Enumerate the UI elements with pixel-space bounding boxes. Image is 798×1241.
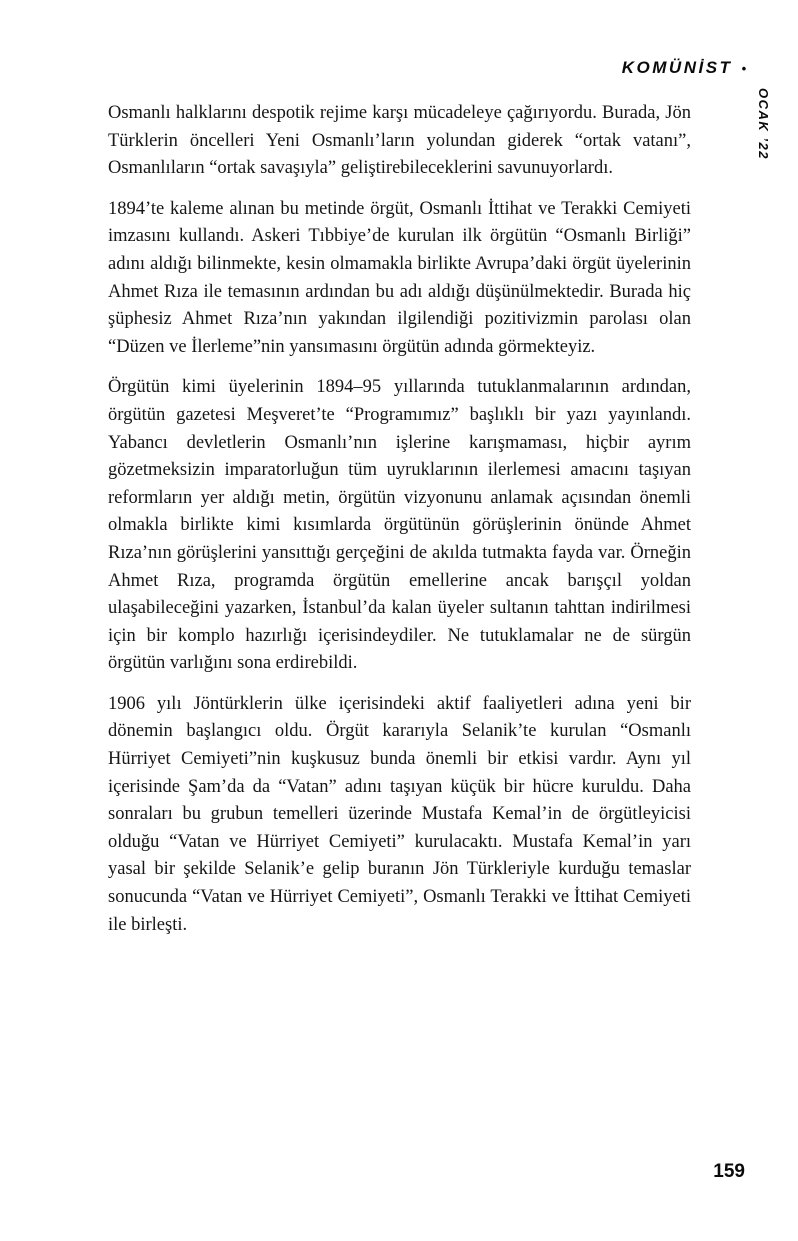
magazine-header <box>622 58 746 78</box>
magazine-title: KOMÜNİST <box>621 58 733 77</box>
page-number: 159 <box>713 1161 745 1182</box>
paragraph: 1894’te kaleme alınan bu metinde örgüt, Osmanlı İttihat ve Terakki Cemiyeti imzasını kullandı. Askeri Tıbbiye’de kurulan ilk örgütün “Osmanlı Birliği” adını aldığı bilinmekte, kesin olmamakla birlikte Avrupa’daki örgüt üyelerinin Ahmet Rıza ile temasının ardından bu adı aldığı düşünülmektedir. Burada hiç şüphesiz Ahmet Rıza’nın yakından ilgilendiği pozitivizmin parolası olan “Düzen ve İlerleme”nin yansımasını örgütün adında görmekteyiz. <box>108 198 691 357</box>
issue-date: OCAK ’22 <box>756 88 771 160</box>
bullet-icon: • <box>741 60 746 76</box>
paragraph: Örgütün kimi üyelerinin 1894–95 yıllarında tutuklanmalarının ardından, örgütün gazetesi Meşveret’te “Programımız” başlıklı bir yazı yayınlandı. Yabancı devletlerin Osmanlı’nın işlerine karışmaması, hiçbir ayrım gözetmeksizin imparatorluğun tüm uyruklarının ilerlemesi amacını taşıyan reformların yer aldığı metin, örgütün vizyonunu anlamak açısından önemli olmakla birlikte kimi kısımlarda örgütünün görüşlerinin önünde Ahmet Rıza’nın görüşlerini yansıttığı gerçeğini de akılda tutmakta fayda var. Örneğin Ahmet Rıza, programda örgütün emellerine ancak barışçıl yoldan ulaşabileceğini yazarken, İstanbul’da kalan üyeler sultanın tahttan indirilmesi için bir komplo hazırlığı içerisindeydiler. Ne tutuklamalar ne de sürgün örgütün varlığını sona erdirebildi. <box>108 377 691 674</box>
article-body <box>108 100 691 939</box>
paragraph: Osmanlı halklarını despotik rejime karşı mücadeleye çağırıyordu. Burada, Jön Türklerin öncelleri Yeni Osmanlı’ların yolundan giderek “ortak vatanı”, Osmanlıların “ortak savaşıyla” geliştirebileceklerini savunuyorlardı. <box>108 103 691 179</box>
paragraph: 1906 yılı Jöntürklerin ülke içerisindeki aktif faaliyetleri adına yeni bir dönemin başlangıcı oldu. Örgüt kararıyla Selanik’te kurulan “Osmanlı Hürriyet Cemiyeti”nin kuşkusuz bunda önemli bir etkisi vardır. Aynı yıl içerisinde Şam’da da “Vatan” adını taşıyan küçük bir hücre kuruldu. Daha sonraları bu grubun temelleri üzerinde Mustafa Kemal’in de örgütleyicisi olduğu “Vatan ve Hürriyet Cemiyeti” kurulacaktı. Mustafa Kemal’in yarı yasal bir şekilde Selanik’e gelip buranın Jön Türkleriyle kurduğu temaslar sonucunda “Vatan ve Hürriyet Cemiyeti”, Osmanlı Terakki ve İttihat Cemiyeti ile birleşti. <box>108 693 691 935</box>
